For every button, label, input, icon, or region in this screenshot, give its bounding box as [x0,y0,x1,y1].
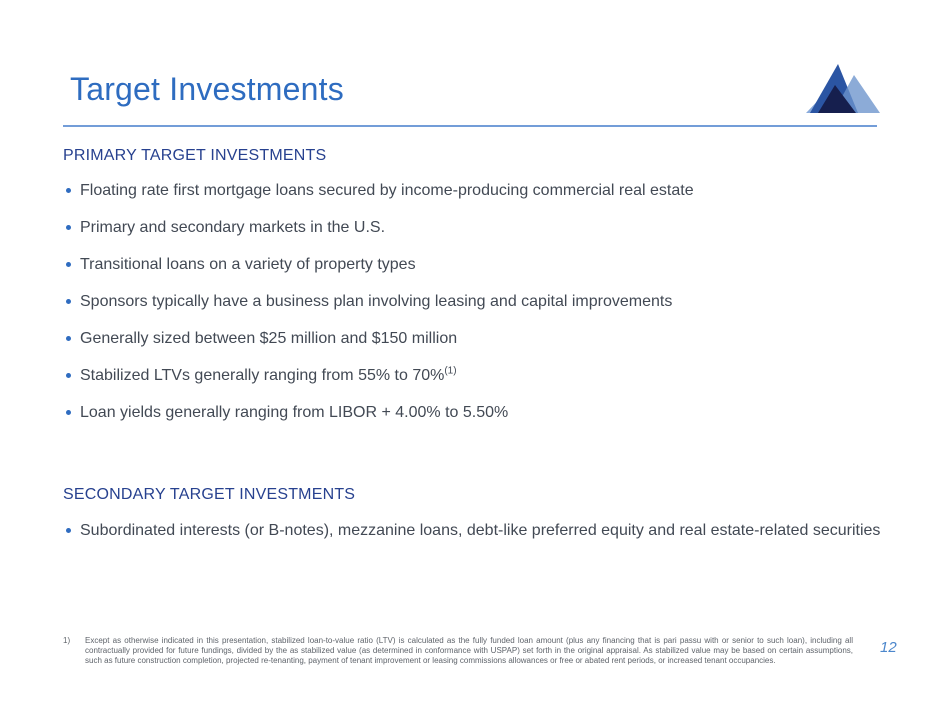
footnote-text: Except as otherwise indicated in this presentation, stabilized loan-to-value ratio (LTV) is calculated as the fully funded loan amount (plus any financing that is pari passu with or senior to such loan), including all contractually provided for future fundings, divided by the as stabilized value (as determined in conformance with USPAP) set forth in the original appraisal. As stabilized value may be based on certain assumptions, such as future construction completion, projected re-tenanting, payment of tenant improvement or leasing commissions allowances or free or abated rent periods, or increased tenant occupancies. [85,636,853,665]
bullet-item [63,218,694,238]
bullet-dot-icon [66,188,71,193]
footnote-reference: (1) [444,365,457,377]
bullet-item [63,403,694,423]
bullet-dot-icon [66,336,71,341]
bullet-dot-icon [66,528,71,533]
bullet-text: Sponsors typically have a business plan involving leasing and capital improvements [80,293,673,310]
bullet-text: Stabilized LTVs generally ranging from 55% to 70%$^{(1)}$ [80,365,457,384]
bullet-dot-icon [66,299,71,304]
footnote-marker: 1) [63,636,71,645]
section-heading-secondary: SECONDARY TARGET INVESTMENTS [63,486,356,503]
page-title: Target Investments [70,71,344,107]
bullet-item [63,521,891,541]
bullet-text: Primary and secondary markets in the U.S. [80,219,386,236]
title-divider [63,125,877,127]
section-heading-primary: PRIMARY TARGET INVESTMENTS [63,147,327,164]
bullet-text: Generally sized between $25 million and $150 million [80,330,458,347]
bullet-dot-icon [66,373,71,378]
bullet-item [63,255,694,275]
page-number: 12 [880,639,897,656]
footnote [63,636,855,666]
bullet-item [63,366,694,386]
bullet-text: Transitional loans on a variety of property types [80,256,416,273]
secondary-bullet-list [63,521,891,558]
bullet-item [63,292,694,312]
bullet-item [63,181,694,201]
bullet-text: Subordinated interests (or B-notes), mezzanine loans, debt-like preferred equity and real estate-related securities [80,522,881,539]
bullet-dot-icon [66,410,71,415]
bullet-dot-icon [66,262,71,267]
bullet-text: Floating rate first mortgage loans secured by income-producing commercial real estate [80,182,694,199]
bullet-text: Loan yields generally ranging from LIBOR + 4.00% to 5.50% [80,404,509,421]
bullet-dot-icon [66,225,71,230]
company-mountain-logo [806,64,880,113]
bullet-item [63,329,694,349]
primary-bullet-list [63,181,694,440]
